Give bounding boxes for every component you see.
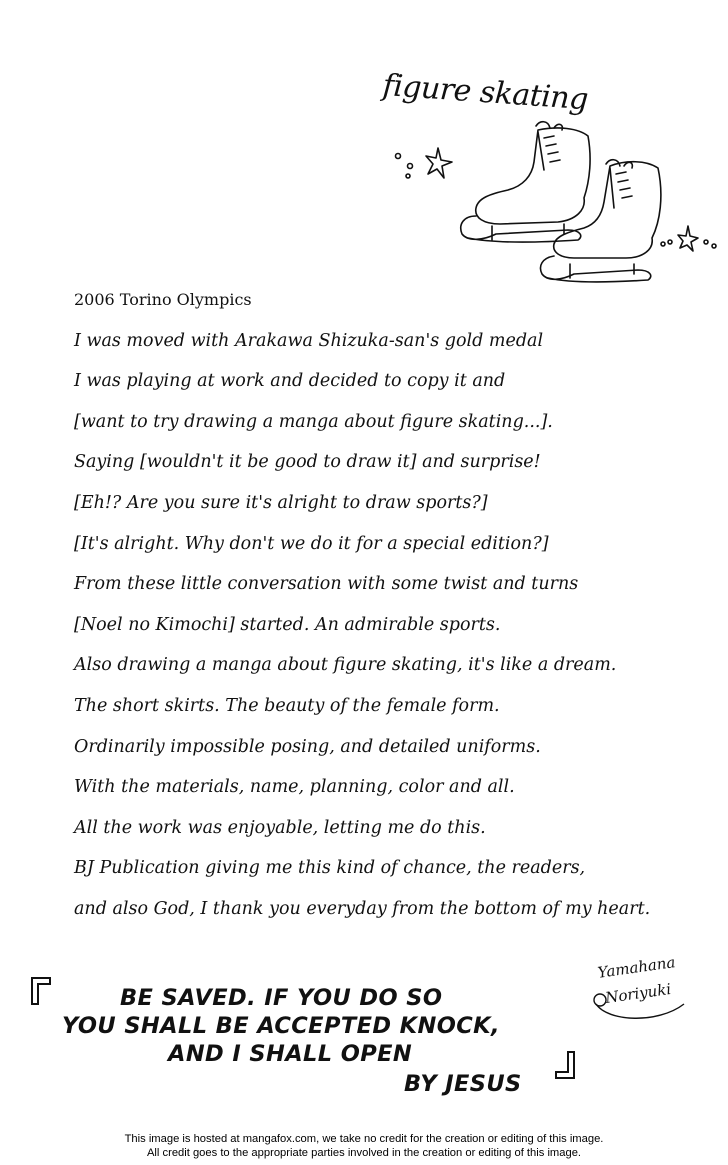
signature-line: Noriyuki [604,979,673,1007]
letter-line: Ordinarily impossible posing, and detailed uniforms. [74,736,541,757]
letter-line: 2006 Torino Olympics [74,290,252,309]
credit-line: All credit goes to the appropriate parties involved in the creation or editing of this image. [146,1147,582,1159]
letter-line: Also drawing a manga about figure skating, it's like a dream. [74,655,617,676]
quote-attribution: BY JESUS [404,1071,522,1097]
letter-line: Saying [wouldn't it be good to draw it] and surprise! [74,452,541,473]
letter-body [74,280,724,930]
quote-line: AND I SHALL OPEN [168,1041,413,1067]
letter-line: I was playing at work and decided to copy it and [74,371,506,392]
letter-line: [want to try drawing a manga about figure skating...]. [74,411,553,432]
letter-line: All the work was enjoyable, letting me do this. [74,817,486,838]
quote-line: YOU SHALL BE ACCEPTED KNOCK, [62,1013,500,1039]
quote-line: BE SAVED. IF YOU DO SO [120,985,443,1011]
bracket-close-icon [552,1048,578,1082]
letter-line: [Eh!? Are you sure it's alright to draw sports?] [74,492,488,513]
letter-line: I was moved with Arakawa Shizuka-san's gold medal [74,330,544,351]
letter-line: [Noel no Kimochi] started. An admirable sports. [74,614,501,635]
letter-line: [It's alright. Why don't we do it for a special edition?] [74,533,549,554]
signature-line: Yamahana [596,953,677,982]
hosting-credit [0,1132,728,1160]
ice-skates-icon [388,118,728,298]
letter-line: and also God, I thank you everyday from the bottom of my heart. [74,898,651,919]
letter-line: From these little conversation with some twist and turns [74,574,579,595]
letter-line: BJ Publication giving me this kind of chance, the readers, [74,858,586,879]
page-title: figure skating [381,68,589,118]
letter-line: The short skirts. The beauty of the female form. [74,695,500,716]
signature-circle-icon [588,990,688,1030]
bracket-open-icon [28,974,54,1008]
credit-line: This image is hosted at mangafox.com, we take no credit for the creation or editing of this image. [124,1133,604,1145]
letter-line: With the materials, name, planning, color and all. [74,777,515,798]
